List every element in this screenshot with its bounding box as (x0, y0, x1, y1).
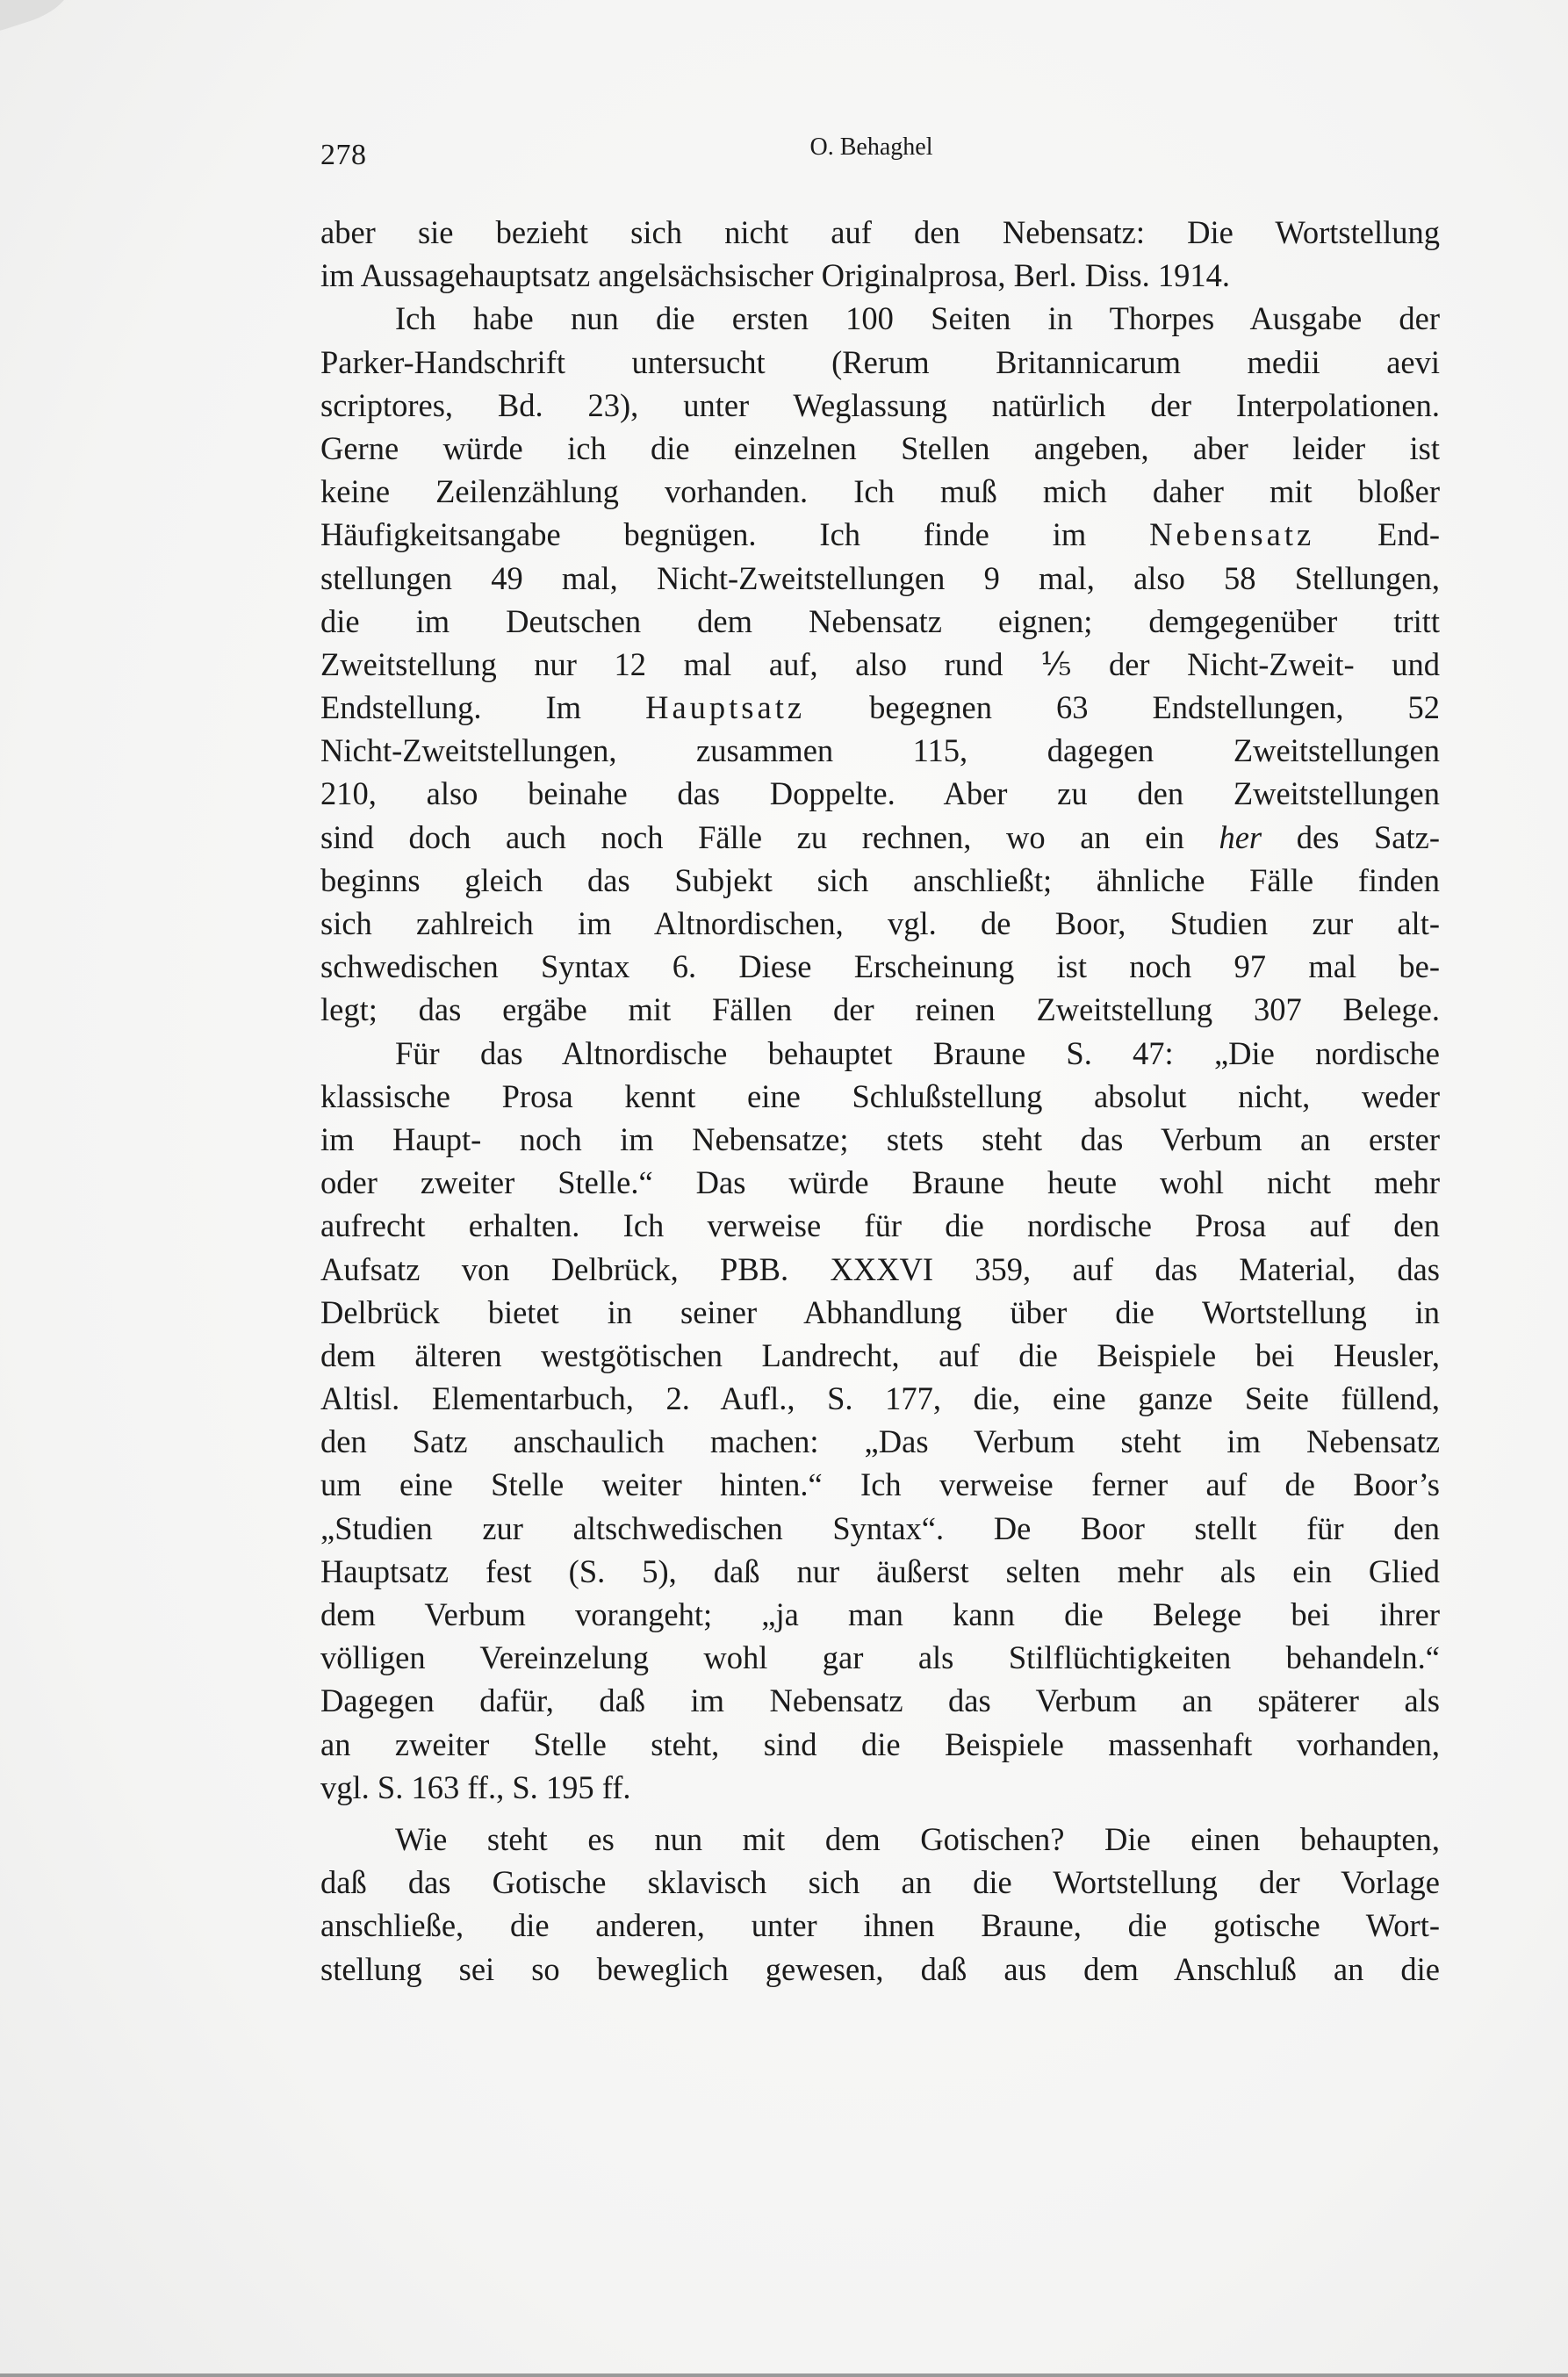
text-line: sich zahlreich im Altnordischen, vgl. de Boor, Studien zur alt- (320, 905, 1440, 941)
text-line: Dagegen dafür, daß im Nebensatz das Verbum an späterer als (320, 1682, 1440, 1719)
text-line: Für das Altnordische behauptet Braune S. 47: „Die nordische (395, 1034, 1440, 1071)
text-line: Zweitstellung nur 12 mal auf, also rund ⅕ der Nicht-Zweit- und (320, 645, 1440, 682)
text-line: anschließe, die anderen, unter ihnen Braune, die gotische Wort- (320, 1907, 1440, 1944)
text-line: dem Verbum vorangeht; „ja man kann die Belege bei ihrer (320, 1596, 1440, 1632)
text-line: um eine Stelle weiter hinten.“ Ich verweise ferner auf de Boor’s (320, 1466, 1440, 1503)
text-line: den Satz anschaulich machen: „Das Verbum steht im Nebensatz (320, 1423, 1440, 1460)
emphasis-italic: her (1219, 818, 1262, 855)
emphasis-spaced: Nebensatz (1149, 516, 1315, 553)
text-segment: Endstellung. Im (320, 689, 646, 726)
text-line (320, 686, 1440, 729)
text-line: an zweiter Stelle steht, sind die Beispiele massenhaft vorhanden, (320, 1725, 1440, 1762)
text-line: keine Zeilenzählung vorhanden. Ich muß mich daher mit bloßer (320, 473, 1440, 510)
text-line: dem älteren westgötischen Landrecht, auf die Beispiele bei Heusler, (320, 1336, 1440, 1373)
text-segment: Häufigkeitsangabe begnügen. Ich finde im (320, 516, 1150, 553)
text-line: die im Deutschen dem Nebensatz eignen; demgegenüber tritt (320, 602, 1440, 639)
text-line: völligen Vereinzelung wohl gar als Stilflüchtigkeiten behandeln.“ (320, 1639, 1440, 1676)
text-line: scriptores, Bd. 23), unter Weglassung natürlich der Interpolationen. (320, 386, 1440, 423)
text-line: stellung sei so beweglich gewesen, daß aus dem Anschluß an die (320, 1950, 1440, 1987)
text-line (320, 816, 1440, 859)
text-segment: des Satz- (1262, 818, 1440, 855)
emphasis-spaced: Hauptsatz (645, 689, 806, 726)
text-line: Nicht-Zweitstellungen, zusammen 115, dagegen Zweitstellungen (320, 732, 1440, 769)
text-line: vgl. S. 163 ff., S. 195 ff. (320, 1768, 631, 1805)
text-line: aber sie bezieht sich nicht auf den Nebensatz: Die Wortstellung (320, 214, 1440, 250)
text-line: im Haupt- noch im Nebensatze; stets steht das Verbum an erster (320, 1120, 1440, 1157)
text-line: Parker-Handschrift untersucht (Rerum Britannicarum medii aevi (320, 343, 1440, 380)
running-head (320, 133, 1440, 177)
text-line: Hauptsatz fest (S. 5), daß nur äußerst selten mehr als ein Glied (320, 1552, 1440, 1589)
text-line: Wie steht es nun mit dem Gotischen? Die einen behaupten, (395, 1820, 1440, 1857)
running-title: O. Behaghel (809, 133, 933, 161)
text-line: Aufsatz von Delbrück, PBB. XXXVI 359, auf das Material, das (320, 1250, 1440, 1287)
text-line: legt; das ergäbe mit Fällen der reinen Zweitstellung 307 Belege. (320, 991, 1440, 1028)
body-text (320, 211, 1440, 1991)
text-line: schwedischen Syntax 6. Diese Erscheinung ist noch 97 mal be- (320, 948, 1440, 985)
paragraph-gap (320, 1809, 1440, 1818)
text-line: stellungen 49 mal, Nicht-Zweitstellungen 9 mal, also 58 Stellungen, (320, 559, 1440, 596)
text-line: 210, also beinahe das Doppelte. Aber zu den Zweitstellungen (320, 775, 1440, 812)
text-segment: End- (1314, 516, 1440, 553)
text-line: im Aussagehauptsatz angelsächsischer Originalprosa, Berl. Diss. 1914. (320, 257, 1230, 294)
text-line: Delbrück bietet in seiner Abhandlung über die Wortstellung in (320, 1293, 1440, 1330)
text-line: Ich habe nun die ersten 100 Seiten in Thorpes Ausgabe der (395, 300, 1440, 337)
text-line (320, 513, 1440, 556)
text-line: „Studien zur altschwedischen Syntax“. De Boor stellt für den (320, 1509, 1440, 1546)
page-corner-shadow (0, 0, 76, 44)
text-segment: begegnen 63 Endstellungen, 52 (805, 689, 1440, 726)
text-line: Altisl. Elementarbuch, 2. Aufl., S. 177, die, eine ganze Seite füllend, (320, 1380, 1440, 1417)
text-segment: sind doch auch noch Fälle zu rechnen, wo an ein (320, 818, 1219, 855)
text-line: aufrecht erhalten. Ich verweise für die nordische Prosa auf den (320, 1207, 1440, 1244)
page-bottom-edge (0, 2373, 1568, 2377)
text-line: oder zweiter Stelle.“ Das würde Braune heute wohl nicht mehr (320, 1164, 1440, 1201)
page-number: 278 (320, 139, 367, 171)
text-line: klassische Prosa kennt eine Schlußstellung absolut nicht, weder (320, 1077, 1440, 1114)
text-line: Gerne würde ich die einzelnen Stellen angeben, aber leider ist (320, 429, 1440, 466)
text-line: beginns gleich das Subjekt sich anschließt; ähnliche Fälle finden (320, 861, 1440, 898)
text-line: daß das Gotische sklavisch sich an die Wortstellung der Vorlage (320, 1864, 1440, 1901)
